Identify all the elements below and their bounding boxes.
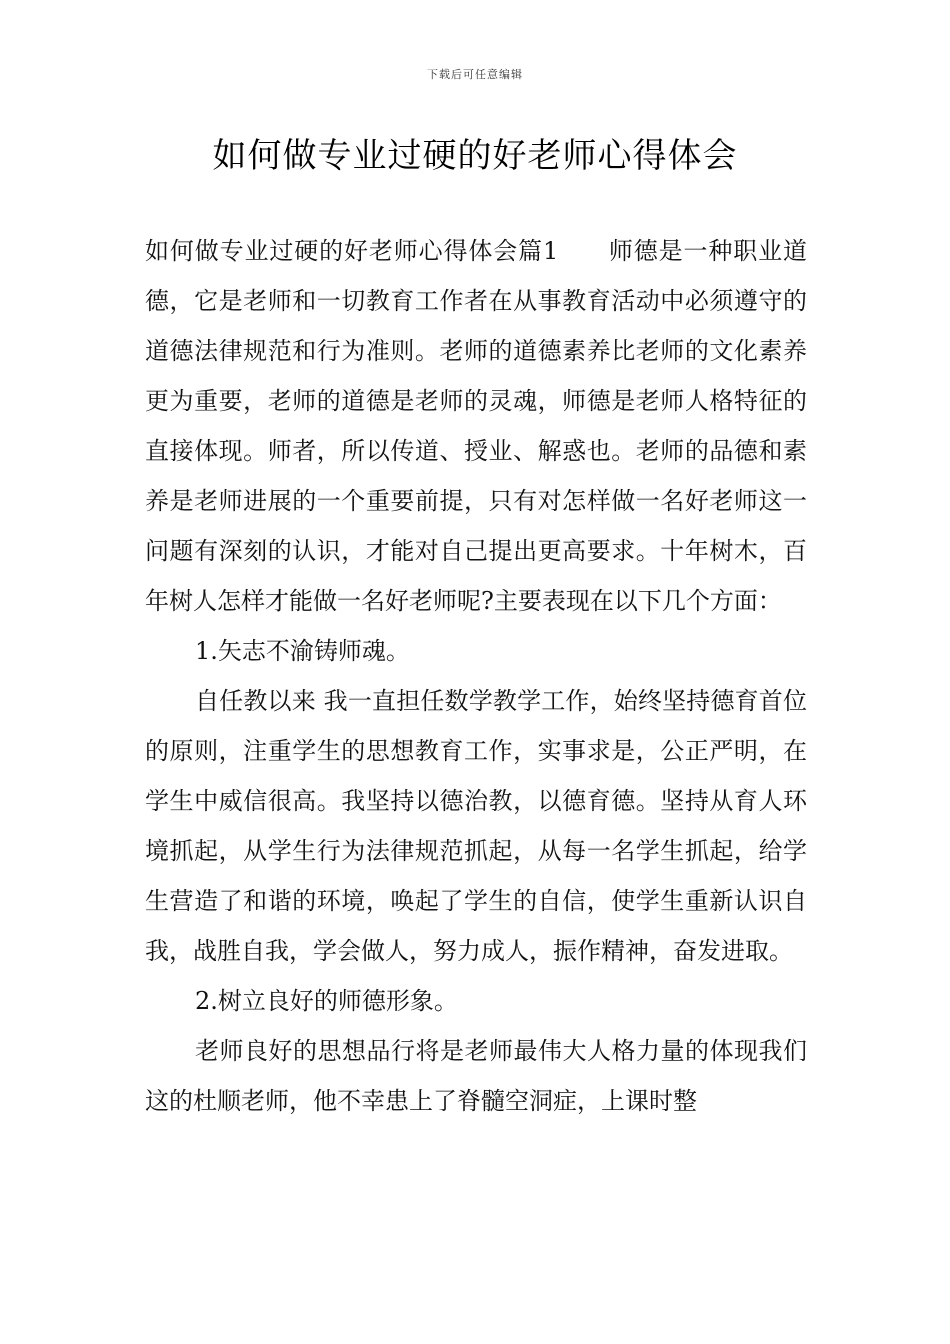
section-heading-2: 2.树立良好的师德形象。 [195,987,458,1015]
section-heading-1: 1.矢志不渝铸师魂。 [195,637,410,665]
paragraph-section-1: 自任教以来 我一直担任数学教学工作，始终坚持德育首位的原则，注重学生的思想教育工作，实事求是，公正严明，在学生中威信很高。我坚持以德治教，以德育德。坚持从育人环境抓起，从学生行为法律规范抓起，从每一名学生抓起，给学生营造了和谐的环境，唤起了学生的自信，使学生重新认识自我，战胜自我，学会做人，努力成人，振作精神，奋发进取。 [145,687,807,965]
header-note: 下载后可任意编辑 [427,68,523,81]
document-title: 如何做专业过硬的好老师心得体会 [212,136,738,176]
document-body [145,226,807,1126]
paragraph-intro: 如何做专业过硬的好老师心得体会篇1 师德是一种职业道德，它是老师和一切教育工作者在从事教育活动中必须遵守的道德法律规范和行为准则。老师的道德素养比老师的文化素养更为重要，老师的道德是老师的灵魂，师德是老师人格特征的直接体现。师者，所以传道、授业、解惑也。老师的品德和素养是老师进展的一个重要前提，只有对怎样做一名好老师这一问题有深刻的认识，才能对自己提出更高要求。十年树木，百年树人怎样才能做一名好老师呢?主要表现在以下几个方面： [145,237,807,615]
paragraph-section-2: 老师良好的思想品行将是老师最伟大人格力量的体现我们这的杜顺老师，他不幸患上了脊髓空洞症，上课时整 [145,1037,807,1115]
